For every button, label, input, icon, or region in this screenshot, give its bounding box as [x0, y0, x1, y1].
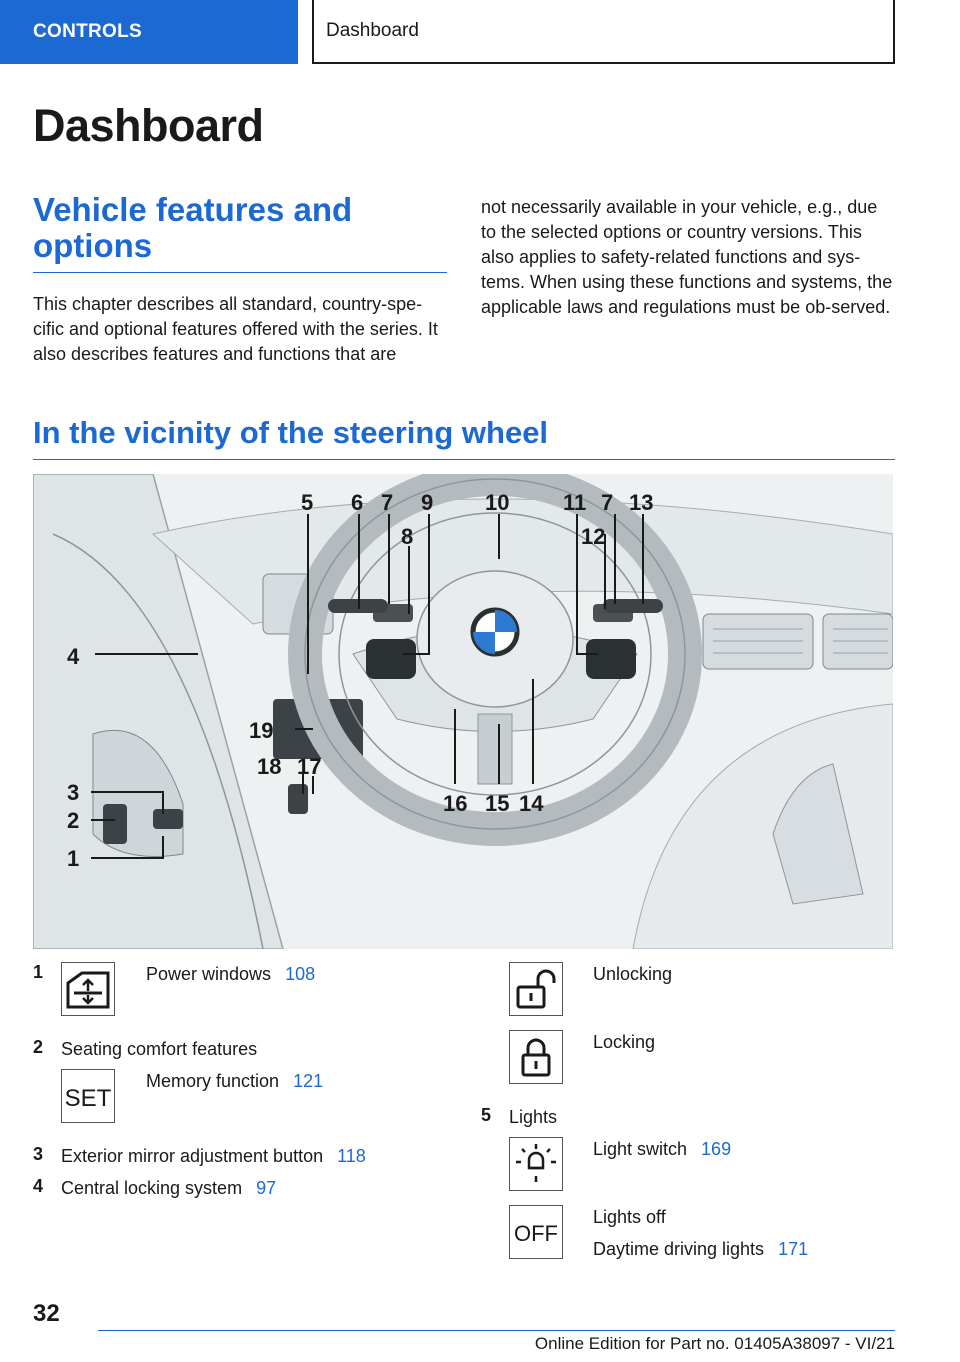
unlock-icon — [509, 962, 563, 1016]
item-number-4: 4 — [33, 1176, 44, 1196]
item-memory-function — [146, 1069, 323, 1093]
light-switch-icon — [509, 1137, 563, 1191]
page-ref-link[interactable]: 169 — [701, 1139, 732, 1159]
callout-12: 12 — [581, 524, 606, 549]
callout-7b: 7 — [601, 490, 614, 515]
callout-19: 19 — [249, 718, 274, 743]
item-light-switch — [593, 1137, 731, 1161]
callout-8: 8 — [401, 524, 414, 549]
callout-13: 13 — [629, 490, 654, 515]
item-label: Light switch — [593, 1139, 688, 1159]
item-label: Central locking system — [61, 1178, 243, 1198]
header-section-tab: CONTROLS — [0, 0, 298, 64]
page-ref-link[interactable]: 108 — [285, 964, 316, 984]
item-lights: Lights — [509, 1107, 558, 1127]
features-paragraph-left: This chapter describes all standard, country-spe-cific and optional features offered with the series. It also describes features and functions that are — [33, 294, 438, 364]
item-number-3: 3 — [33, 1144, 44, 1164]
page-ref-link[interactable]: 121 — [293, 1071, 324, 1091]
callout-5: 5 — [301, 490, 314, 515]
page-number: 32 — [33, 1300, 60, 1327]
item-label: Power windows — [146, 964, 272, 984]
callout-15: 15 — [485, 791, 510, 816]
callout-4: 4 — [67, 644, 80, 669]
item-daytime-lights — [593, 1237, 808, 1261]
callout-2: 2 — [67, 808, 80, 833]
set-icon-text: SET — [64, 1085, 112, 1112]
steering-heading: In the vicinity of the steering wheel — [33, 415, 895, 460]
callout-3: 3 — [67, 780, 80, 805]
item-power-windows — [146, 962, 315, 986]
page-ref-link[interactable]: 171 — [778, 1239, 809, 1259]
item-mirror-adjustment — [61, 1144, 366, 1168]
item-label: Memory function — [146, 1071, 280, 1091]
item-central-locking — [61, 1176, 276, 1200]
cockpit-drawing — [33, 474, 893, 949]
footer-divider — [98, 1330, 895, 1331]
callout-18: 18 — [257, 754, 282, 779]
item-number-5: 5 — [481, 1105, 492, 1125]
item-lights-off: Lights off — [593, 1207, 666, 1227]
callout-17: 17 — [297, 754, 322, 779]
steering-wheel-illustration — [33, 474, 893, 949]
callout-6: 6 — [351, 490, 364, 515]
item-number-2: 2 — [33, 1037, 44, 1057]
callout-14: 14 — [519, 791, 544, 816]
page-title: Dashboard — [33, 100, 264, 151]
footer-edition: Online Edition for Part no. 01405A38097 - VI/21 — [534, 1334, 895, 1353]
page-ref-link[interactable]: 97 — [256, 1178, 277, 1198]
off-icon — [509, 1205, 563, 1259]
callout-10: 10 — [485, 490, 510, 515]
page-ref-link[interactable]: 118 — [337, 1146, 366, 1166]
item-locking: Locking — [593, 1032, 656, 1052]
set-icon — [61, 1069, 115, 1123]
features-heading: Vehicle features and options — [33, 192, 447, 273]
callout-7: 7 — [381, 490, 394, 515]
item-unlocking: Unlocking — [593, 964, 673, 984]
item-seating-comfort: Seating comfort features — [61, 1039, 258, 1059]
features-paragraph-right: not necessarily available in your vehicle, e.g., due to the selected options or country versions. This also applies to safety-related functions and sys-tems. When using these functions and systems, the applicable laws and regulations must be ob-served. — [481, 197, 893, 317]
header-chapter-title: Dashboard — [312, 0, 895, 64]
item-number-1: 1 — [33, 962, 44, 982]
callout-11: 11 — [563, 490, 587, 515]
callout-9: 9 — [421, 490, 434, 515]
lock-icon — [509, 1030, 563, 1084]
callout-16: 16 — [443, 791, 468, 816]
callout-1: 1 — [67, 846, 80, 871]
off-icon-text: OFF — [514, 1221, 558, 1246]
item-label: Exterior mirror adjustment button — [61, 1146, 324, 1166]
power-window-icon — [61, 962, 115, 1016]
item-label: Daytime driving lights — [593, 1239, 765, 1259]
